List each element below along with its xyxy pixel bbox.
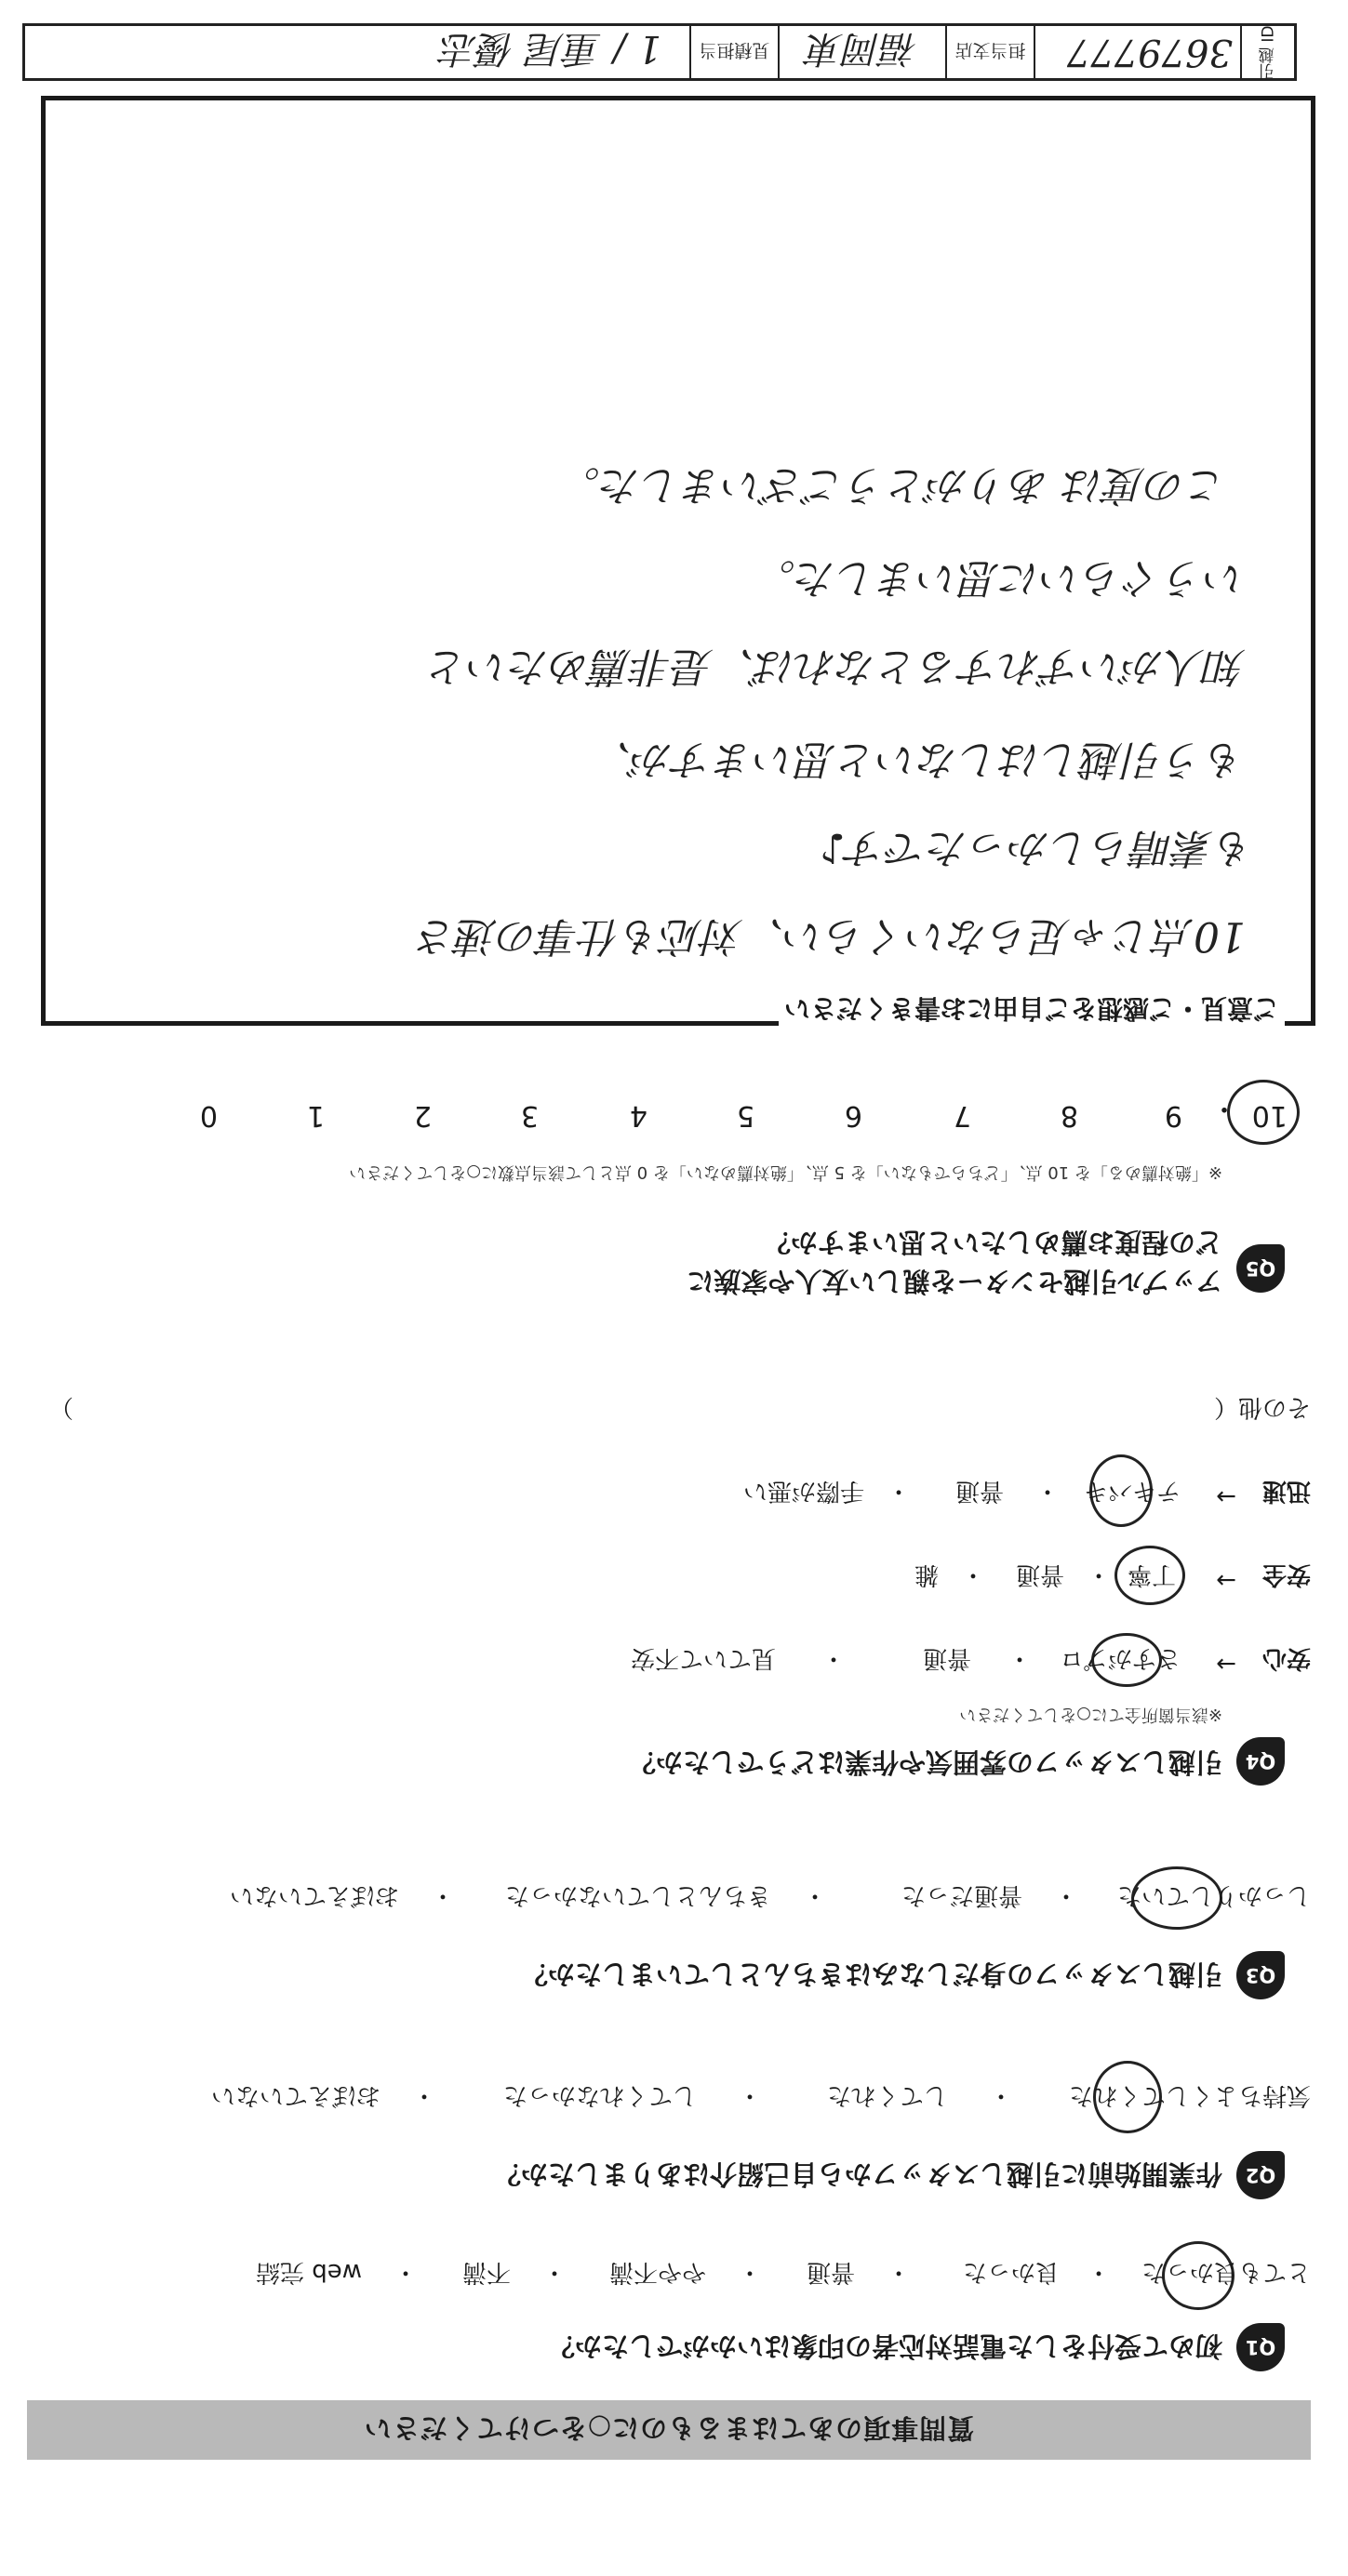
q3-option[interactable]: きちんとしていなかった <box>504 1881 771 1909</box>
option-separator: ・ <box>821 1644 846 1672</box>
comment-line-2: も素晴らしかったです♪ <box>819 824 1255 871</box>
option-separator: ・ <box>1034 1477 1060 1505</box>
comment-line-3: もう引越しはしないと思いますが、 <box>591 736 1246 783</box>
option-separator: ・ <box>960 1560 985 1588</box>
q3-badge: Q3 <box>1236 1951 1285 1999</box>
q2-badge: Q2 <box>1236 2151 1285 2199</box>
q4-option[interactable]: さすがプロ <box>1059 1644 1181 1672</box>
comment-line-4: 知人がいずれするとなれば、是非薦めたいと <box>427 643 1246 690</box>
q1-option[interactable]: 良かった <box>962 2258 1060 2286</box>
arrow-icon: → <box>1216 1482 1236 1510</box>
scale-10[interactable]: 10 <box>1251 1099 1288 1132</box>
option-separator: ・ <box>1086 1560 1111 1588</box>
instruction-band <box>27 2400 1311 2460</box>
estimator-value-cell <box>25 26 689 78</box>
comment-line-5: いうぐらいに思いました。 <box>754 554 1246 602</box>
q4-row-label: 迅速 <box>1261 1477 1311 1505</box>
q5-scale <box>101 1083 1292 1139</box>
q3-options <box>27 1874 1311 1920</box>
comment-line-6: この度は ありがとうございました。 <box>559 461 1227 509</box>
estimator-label-cell <box>689 26 778 78</box>
option-separator: ・ <box>737 2081 762 2109</box>
arrow-icon: → <box>1216 1566 1236 1594</box>
option-separator: ・ <box>393 2258 418 2286</box>
q1-badge: Q1 <box>1236 2323 1285 2371</box>
option-separator: ・ <box>988 2081 1013 2109</box>
branch-label-cell <box>945 26 1034 78</box>
arrow-icon: → <box>1216 1650 1236 1678</box>
q4-row-label: 安心 <box>1261 1644 1311 1672</box>
q2-question: 作業開始前に引越しスタッフから自己紹介はありましたか？ <box>493 2158 1222 2190</box>
transfer-id-label-cell <box>1240 26 1294 78</box>
q4-option[interactable]: 雑 <box>914 1560 939 1588</box>
q5-question-line-1: アップル引越センターを親しい友人や家族に <box>687 1266 1222 1297</box>
estimator-value: 1 / 重尾 優志 <box>440 27 661 71</box>
option-separator: ・ <box>411 2081 436 2109</box>
q4-option[interactable]: テキパキ <box>1083 1477 1181 1505</box>
q5-question-line-2: どの程度お薦めしたいと思いますか？ <box>763 1227 1222 1258</box>
scale-1[interactable]: 1 <box>306 1099 325 1132</box>
transfer-id-label: 引越 ID <box>1259 25 1278 79</box>
q1-option[interactable]: 普通 <box>806 2258 855 2286</box>
q4-option[interactable]: 見ていて不安 <box>630 1644 776 1672</box>
scale-4[interactable]: 4 <box>629 1099 647 1132</box>
q2-option[interactable]: おぼえていない <box>210 2081 380 2109</box>
q4-other-label: その他（ <box>1213 1393 1311 1421</box>
comment-line-1: 10点じゃ足らないくらい、対応も仕事の速さ <box>416 912 1246 960</box>
q1-option[interactable]: 不満 <box>461 2258 511 2286</box>
scale-9[interactable]: 9 <box>1164 1099 1182 1132</box>
option-separator: ・ <box>1086 2258 1111 2286</box>
option-separator: ・ <box>886 2258 911 2286</box>
branch-value-cell <box>778 26 945 78</box>
q4-note: ※該当箇所全てに○をしてください <box>959 1705 1222 1724</box>
q4-other-row <box>36 1386 1311 1432</box>
q4-row-jinsoku <box>380 1469 1311 1516</box>
comment-box <box>41 96 1315 1026</box>
branch-label: 担当支店 <box>954 40 1026 61</box>
transfer-id-value: 3679777 <box>1066 31 1233 73</box>
transfer-id-value-cell <box>1034 26 1240 78</box>
q3-option[interactable]: 普通だった <box>901 1881 1022 1909</box>
q4-option[interactable]: 丁寧 <box>1127 1560 1176 1588</box>
scale-8[interactable]: 8 <box>1060 1099 1078 1132</box>
q1-options <box>27 2251 1311 2297</box>
q4-row-anshin <box>380 1637 1311 1683</box>
q5-note: ※「絶対薦める」を 10 点、「どちらでもない」を 5 点、「絶対薦めない」を 0 点として該当点数に○をしてください <box>349 1162 1222 1182</box>
scale-3[interactable]: 3 <box>520 1099 539 1132</box>
scale-7[interactable]: 7 <box>953 1099 971 1132</box>
q5-badge: Q5 <box>1236 1244 1285 1293</box>
q4-option[interactable]: 普通 <box>922 1644 971 1672</box>
q4-option[interactable]: 普通 <box>954 1477 1004 1505</box>
q3-option[interactable]: しっかりしていた <box>1116 1881 1311 1909</box>
option-separator: ・ <box>886 1477 911 1505</box>
q4-option[interactable]: 手際が悪い <box>742 1477 864 1505</box>
option-separator: ・ <box>737 2258 762 2286</box>
q4-other-close: ） <box>48 1393 73 1421</box>
q1-question: 初めて受付をした電話対応者の印象はいかがでしたか？ <box>547 2330 1222 2362</box>
q4-question: 引越しスタッフの雰囲気や作業はどうでしたか？ <box>628 1746 1222 1778</box>
option-separator: ・ <box>802 1881 827 1909</box>
comment-box-title: ご意見・ご感想をご自由にお書きください <box>779 991 1285 1029</box>
q4-badge: Q4 <box>1236 1737 1285 1786</box>
q4-row-anzen <box>380 1553 1311 1600</box>
q2-options <box>27 2074 1311 2120</box>
q4-option[interactable]: 普通 <box>1015 1560 1064 1588</box>
q1-option[interactable]: とても良かった <box>1141 2258 1311 2286</box>
instruction-text: 質問事項のあてはまるものに○をつけてください <box>363 2412 975 2445</box>
q3-question: 引越しスタッフの身だしなみはきちんとしていましたか？ <box>520 1959 1222 1990</box>
option-separator: ・ <box>1053 1881 1078 1909</box>
q1-option[interactable]: web 完結 <box>255 2258 362 2286</box>
option-separator: ・ <box>1007 1644 1032 1672</box>
q2-option[interactable]: 気持ちよくしてくれた <box>1068 2081 1311 2109</box>
header-info-strip <box>22 23 1297 81</box>
scale-0[interactable]: 0 <box>199 1099 218 1132</box>
branch-value: 福岡東 <box>807 27 918 71</box>
q3-option[interactable]: おぼえていない <box>229 1881 399 1909</box>
scale-2[interactable]: 2 <box>413 1099 432 1132</box>
scale-6[interactable]: 6 <box>844 1099 862 1132</box>
q2-option[interactable]: してくれた <box>826 2081 948 2109</box>
option-separator: ・ <box>430 1881 455 1909</box>
scale-sep: ・ <box>1210 1092 1238 1124</box>
q4-row-label: 安全 <box>1261 1560 1311 1588</box>
option-separator: ・ <box>541 2258 567 2286</box>
scale-5[interactable]: 5 <box>736 1099 754 1132</box>
estimator-label: 見積担当 <box>699 40 770 61</box>
q1-option[interactable]: やや不満 <box>608 2258 706 2286</box>
q2-option[interactable]: してくれなかった <box>502 2081 697 2109</box>
